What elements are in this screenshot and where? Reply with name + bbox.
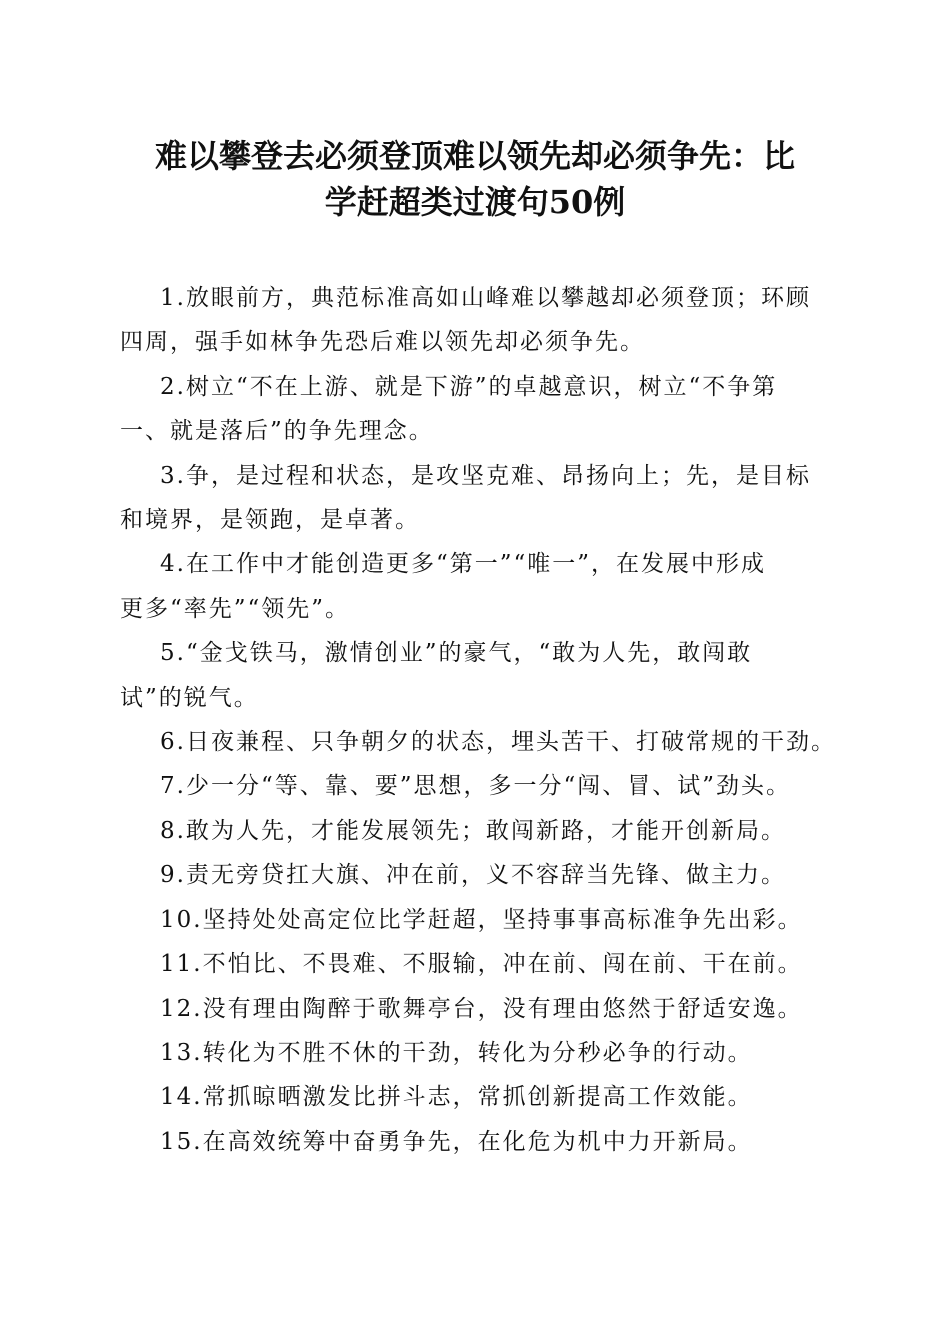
item-line: 9.责无旁贷扛大旗、冲在前，义不容辞当先锋、做主力。: [160, 862, 786, 889]
item-line: 10.坚持处处高定位比学赶超，坚持事事高标准争先出彩。: [160, 906, 803, 933]
list-item: [120, 720, 850, 764]
item-line: 4.在工作中才能创造更多“第一”“唯一”，在发展中形成: [160, 551, 766, 578]
item-line: 14.常抓晾晒激发比拼斗志，常抓创新提高工作效能。: [160, 1084, 753, 1111]
list-item: [120, 1120, 850, 1164]
item-line: 更多“率先”“领先”。: [120, 595, 351, 622]
list-item: [120, 764, 850, 808]
title-line-2: 学赶超类过渡句50例: [324, 183, 626, 221]
list-item: [120, 276, 850, 365]
item-line: 8.敢为人先，才能发展领先；敢闯新路，才能开创新局。: [160, 817, 786, 844]
list-item: [120, 365, 850, 454]
item-line: 13.转化为不胜不休的干劲，转化为分秒必争的行动。: [160, 1039, 753, 1066]
item-line: 一、就是落后”的争先理念。: [120, 418, 434, 445]
list-item: [120, 631, 850, 720]
title-line-1: 难以攀登去必须登顶难以领先却必须争先：比: [154, 137, 795, 175]
list-item: [120, 454, 850, 543]
item-line: 11.不怕比、不畏难、不服输，冲在前、闯在前、干在前。: [160, 951, 803, 978]
item-line: 12.没有理由陶醉于歌舞亭台，没有理由悠然于舒适安逸。: [160, 995, 803, 1022]
list-item: [120, 942, 850, 986]
item-line: 7.少一分“等、靠、要”思想，多一分“闯、冒、试”劲头。: [160, 773, 791, 800]
list-item: [120, 987, 850, 1031]
sentence-list: [120, 276, 850, 1164]
item-line: 试”的锐气。: [120, 684, 259, 711]
item-line: 3.争，是过程和状态，是攻坚克难、昂扬向上；先，是目标: [160, 462, 811, 489]
item-line: 1.放眼前方，典范标准高如山峰难以攀越却必须登顶；环顾: [160, 285, 811, 311]
item-line: 2.树立“不在上游、就是下游”的卓越意识，树立“不争第: [160, 373, 778, 400]
list-item: [120, 809, 850, 853]
list-item: [120, 1075, 850, 1119]
list-item: [120, 1031, 850, 1075]
list-item: [120, 898, 850, 942]
item-line: 6.日夜兼程、只争朝夕的状态，埋头苦干、打破常规的干劲。: [160, 729, 836, 756]
item-line: 15.在高效统筹中奋勇争先，在化危为机中力开新局。: [160, 1128, 753, 1155]
list-item: [120, 853, 850, 897]
item-line: 四周，强手如林争先恐后难以领先却必须争先。: [120, 329, 645, 356]
item-line: 5.“金戈铁马，激情创业”的豪气，“敢为人先，敢闯敢: [160, 640, 753, 667]
item-line: 和境界，是领跑，是卓著。: [120, 507, 420, 534]
document-title: [110, 133, 840, 225]
list-item: [120, 542, 850, 631]
